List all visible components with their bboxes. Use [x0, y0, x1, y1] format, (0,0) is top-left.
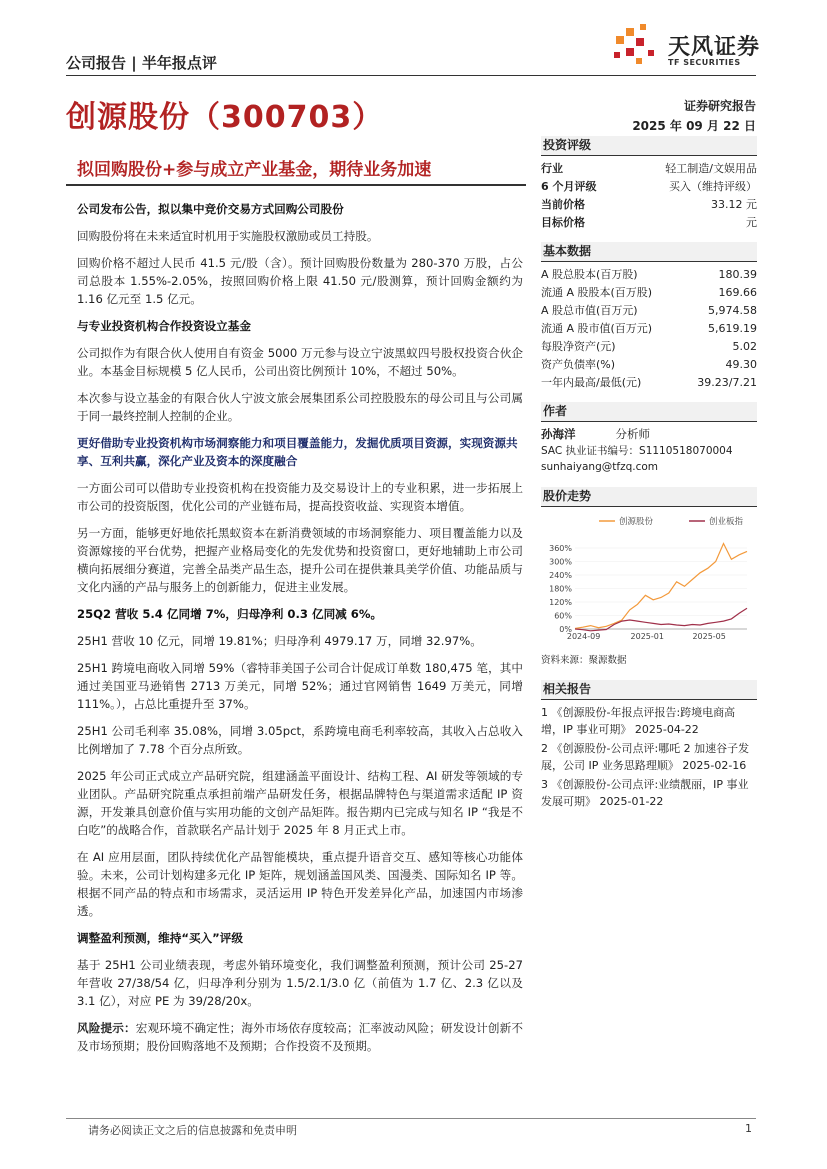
paragraph: 2025 年公司正式成立产品研究院，组建涵盖平面设计、结构工程、AI 研发等领域的专业团队。产品研究院重点承担前端产品研发任务，根据品牌特色与渠道需求适配 IP 资源，开发兼具创意价值与实用功能的文创产品矩阵。报告期内已完成与知名 IP “我是不白吃”的战略合作，首款联名产品计划于 2025 年 8 月正式上市。 — [77, 769, 523, 837]
basic-data-title: 基本数据 — [541, 242, 757, 262]
sidebar — [541, 136, 757, 812]
paragraph: 25H1 跨境电商收入同增 59%（睿特菲美国子公司合计促成订单数 180,475 笔，其中通过美国亚马逊销售 2713 万美元，同增 52%；通过官网销售 1649 万美元，同增 111%。），占总比重提升至 37%。 — [77, 661, 523, 711]
kv-row — [541, 374, 757, 392]
kv-key: 6 个月评级 — [541, 180, 597, 193]
kv-value: 轻工制造/文娱用品 — [665, 162, 757, 175]
kv-value: 元 — [746, 216, 757, 229]
paragraph: 一方面公司可以借助专业投资机构在投资能力及交易设计上的专业积累，进一步拓展上市公司的投资版图，优化公司的产业链布局，提高投资收益、实现资本增值。 — [77, 481, 523, 513]
kv-value: 39.23/7.21 — [697, 376, 757, 389]
logo-mark-icon — [610, 22, 666, 70]
kv-key: 一年内最高/最低(元) — [541, 376, 642, 389]
kv-value: 180.39 — [718, 268, 757, 281]
kv-value: 169.66 — [718, 286, 757, 299]
report-type: 公司报告 | 半年报点评 — [66, 54, 217, 72]
y-tick-label: 300% — [549, 557, 572, 567]
report-date: 2025 年 09 月 22 日 — [632, 119, 756, 133]
footer-divider — [66, 1118, 756, 1119]
kv-key: 当前价格 — [541, 198, 585, 211]
price-trend-chart — [541, 511, 757, 651]
x-tick-label: 2025-01 — [630, 632, 664, 641]
legend-label: 创源股份 — [619, 517, 654, 527]
paragraph: 25H1 营收 10 亿元，同增 19.81%；归母净利 4979.17 万，同增 32.97%。 — [77, 634, 482, 648]
author-title: 作者 — [541, 402, 757, 422]
section-title: 与专业投资机构合作投资设立基金 — [77, 319, 251, 333]
logo-text-cn: 天风证券 — [668, 35, 761, 60]
related-reports-list — [541, 704, 757, 810]
chart-source: 资料来源：聚源数据 — [541, 655, 627, 666]
kv-key: 资产负债率(%) — [541, 358, 616, 371]
kv-value: 5,974.58 — [708, 304, 757, 317]
section-title: 25Q2 营收 5.4 亿同增 7%，归母净利 0.3 亿同减 6%。 — [77, 607, 383, 621]
related-report-item[interactable]: 2 《创源股份-公司点评:哪吒 2 加速谷子发展，公司 IP 业务思路理顺》 2025-02-16 — [541, 742, 750, 772]
x-tick-label: 2024-09 — [566, 632, 601, 641]
paragraph: 回购价格不超过人民币 41.5 元/股（含）。预计回购股份数量为 280-370 万股，占公司总股本 1.55%-2.05%，按照回购价格上限 41.50 元/股测算，预计回购金额约为 1.16 亿元至 1.5 亿元。 — [77, 256, 523, 306]
risk-text: 宏观环境不确定性；海外市场依存度较高；汇率波动风险；研发设计创新不及市场预期；股份回购落地不及预期；合作投资不及预期。 — [77, 1021, 523, 1053]
logo-text-en: TF SECURITIES — [668, 58, 741, 67]
kv-key: 目标价格 — [541, 216, 585, 229]
rating-list — [541, 160, 757, 232]
kv-key: 流通 A 股股本(百万股) — [541, 286, 653, 299]
kv-value: 49.30 — [725, 358, 757, 371]
author-name: 孙海洋 — [541, 427, 576, 441]
x-tick-label: 2025-05 — [692, 632, 726, 641]
headline-divider — [66, 184, 526, 186]
main-content — [77, 200, 523, 1064]
related-reports-title: 相关报告 — [541, 680, 757, 700]
section-title: 更好借助专业投资机构市场洞察能力和项目覆盖能力，发掘优质项目资源，实现资源共享、互利共赢，深化产业及资本的深度融合 — [77, 436, 518, 468]
legend-label: 创业板指 — [709, 517, 744, 527]
kv-row — [541, 284, 757, 302]
y-tick-label: 0% — [559, 625, 572, 634]
risk-paragraph — [77, 1019, 523, 1055]
risk-label: 风险提示： — [77, 1021, 136, 1035]
paragraph: 基于 25H1 公司业绩表现，考虑外销环境变化，我们调整盈利预测，预计公司 25-27 年营收 27/38/54 亿，归母净利分别为 1.5/2.1/3.0 亿（前值为 1.7 亿、2.3 亿以及 3.1 亿），对应 PE 为 39/28/20x。 — [77, 958, 523, 1008]
kv-row — [541, 196, 757, 214]
kv-row — [541, 214, 757, 232]
kv-row — [541, 320, 757, 338]
company-title: 创源股份（300703） — [66, 100, 384, 135]
kv-row — [541, 178, 757, 196]
kv-key: 流通 A 股市值(百万元) — [541, 322, 653, 335]
kv-row — [541, 266, 757, 284]
disclaimer: 请务必阅读正文之后的信息披露和免责申明 — [88, 1124, 297, 1137]
paragraph: 25H1 公司毛利率 35.08%，同增 3.05pct，系跨境电商毛利率较高，其收入占总收入比例增加了 7.78 个百分点所致。 — [77, 724, 523, 756]
kv-value: 买入（维持评级） — [669, 180, 757, 193]
kv-key: A 股总市值(百万元) — [541, 304, 638, 317]
kv-row — [541, 160, 757, 178]
author-role: 分析师 — [615, 427, 650, 441]
author-email[interactable]: sunhaiyang@tfzq.com — [541, 461, 659, 473]
page-number: 1 — [745, 1122, 752, 1135]
kv-row — [541, 338, 757, 356]
kv-value: 5,619.19 — [708, 322, 757, 335]
kv-row — [541, 356, 757, 374]
section-title: 公司发布公告，拟以集中竞价交易方式回购公司股份 — [77, 202, 344, 216]
kv-value: 5.02 — [732, 340, 757, 353]
y-tick-label: 240% — [549, 571, 572, 580]
y-tick-label: 120% — [549, 598, 572, 607]
paragraph: 本次参与设立基金的有限合伙人宁波文旅会展集团系公司控股股东的母公司且与公司属于同一最终控制人控制的企业。 — [77, 391, 523, 423]
paragraph: 回购股份将在未来适宜时机用于实施股权激励或员工持股。 — [77, 229, 379, 243]
related-report-item[interactable]: 1 《创源股份-年报点评报告:跨境电商高增，IP 事业可期》 2025-04-22 — [541, 706, 736, 736]
y-tick-label: 360% — [549, 544, 572, 553]
kv-key: 每股净资产(元) — [541, 340, 616, 353]
author-cert: SAC 执业证书编号：S1110518070004 — [541, 445, 733, 457]
rating-title: 投资评级 — [541, 136, 757, 156]
kv-row — [541, 302, 757, 320]
headline: 拟回购股份+参与成立产业基金，期待业务加速 — [77, 160, 432, 180]
paragraph: 公司拟作为有限合伙人使用自有资金 5000 万元参与设立宁波黑蚁四号股权投资合伙企业。本基金目标规模 5 亿人民币，公司出资比例预计 10%，不超过 50%。 — [77, 346, 523, 378]
paragraph: 在 AI 应用层面，团队持续优化产品智能模块，重点提升语音交互、感知等核心功能体验。未来，公司计划构建多元化 IP 矩阵，规划涵盖国风类、国漫类、国际知名 IP 等。根据不同产品的特点和市场需求，灵活运用 IP 特色开发差异化产品，加速国内市场渗透。 — [77, 850, 523, 918]
kv-key: A 股总股本(百万股) — [541, 268, 638, 281]
top-divider — [66, 75, 756, 76]
paragraph: 另一方面，能够更好地依托黑蚁资本在新消费领域的市场洞察能力、项目覆盖能力以及资源嫁接的平台优势，把握产业格局变化的先发优势和投资窗口，更好地辅助上市公司横向拓展细分赛道，完善全品类产品生态，提升公司在提供兼具美学价值、功能品质与文化内涵的产品与服务上的创新能力，促进主业发展。 — [77, 526, 523, 594]
y-tick-label: 180% — [549, 584, 572, 594]
basic-data-list — [541, 266, 757, 392]
kv-value: 33.12 元 — [711, 198, 757, 211]
related-report-item[interactable]: 3 《创源股份-公司点评:业绩靓丽，IP 事业发展可期》 2025-01-22 — [541, 778, 749, 808]
section-title: 调整盈利预测，维持“买入”评级 — [77, 931, 243, 945]
y-tick-label: 60% — [554, 611, 572, 621]
kv-key: 行业 — [541, 162, 563, 175]
doc-type: 证券研究报告 — [683, 99, 756, 113]
price-trend-title: 股价走势 — [541, 487, 757, 507]
